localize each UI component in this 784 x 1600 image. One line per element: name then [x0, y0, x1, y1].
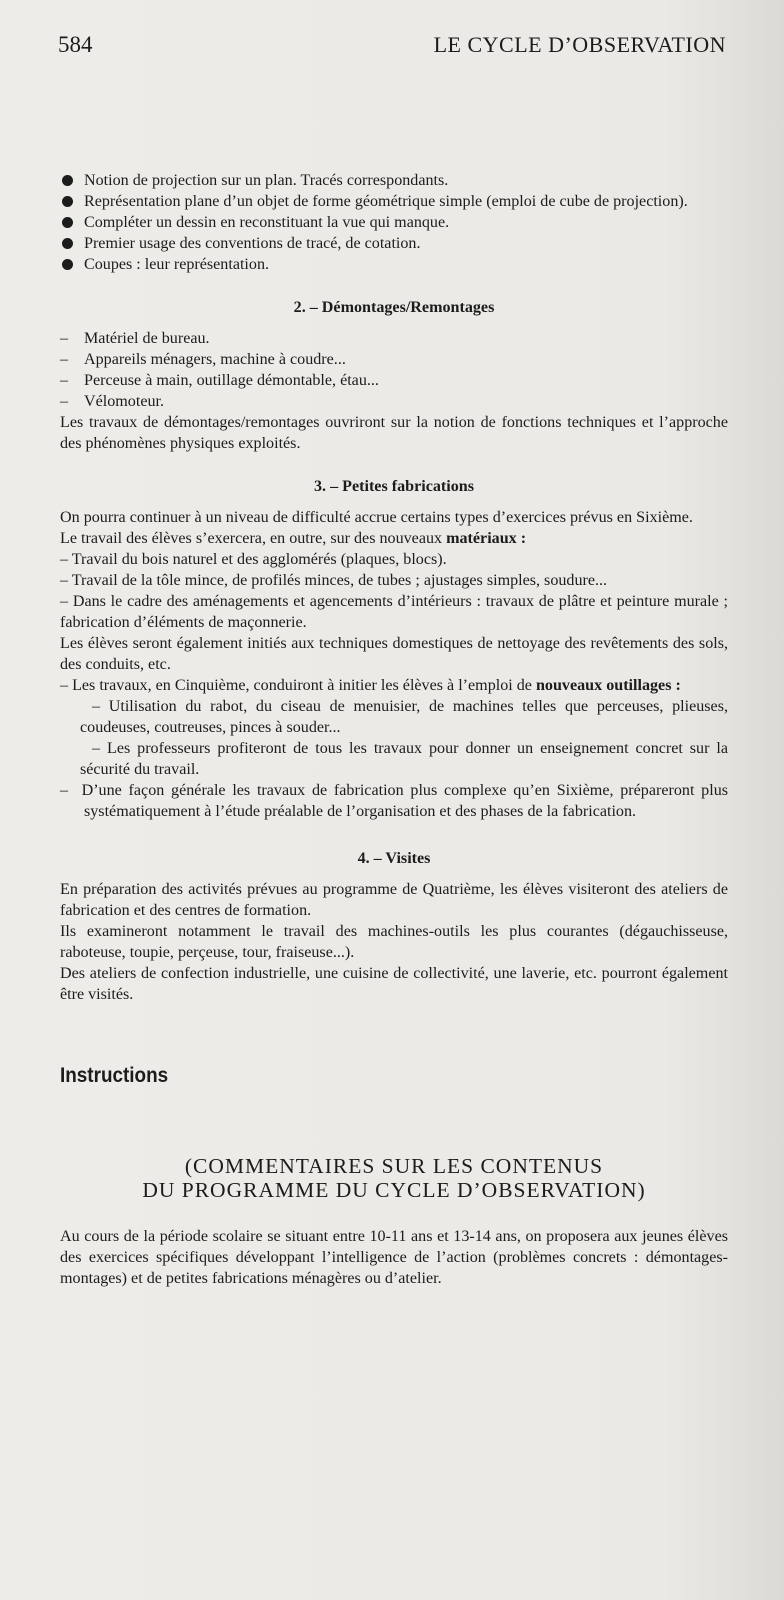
bullet-icon [62, 175, 73, 186]
content [60, 170, 728, 1289]
bullet-item: Représentation plane d’un objet de forme géométrique simple (emploi de cube de projection). [60, 191, 728, 212]
instructions-title: Instructions [60, 1064, 169, 1087]
list-item: – Dans le cadre des aménagements et agencements d’intérieurs : travaux de plâtre et peinture murale ; fabrication d’éléments de maçonnerie. [60, 593, 728, 631]
bullet-list [60, 170, 728, 275]
bullet-item: Premier usage des conventions de tracé, de cotation. [60, 233, 728, 254]
paragraph: Des ateliers de confection industrielle, une cuisine de collectivité, une laverie, etc. pourront également être visités. [60, 965, 728, 1003]
paragraph: Ils examineront notamment le travail des machines-outils les plus courantes (dégauchisseuse, raboteuse, toupie, perçeuse, tour, fraiseuse...). [60, 923, 728, 961]
section-heading-demontages: 2. – Démontages/Remontages [293, 299, 495, 316]
sub-list-item: – Utilisation du rabot, du ciseau de menuisier, de machines telles que perceuses, plieuses, coudeuses, coutreuses, pinces à souder... [80, 698, 728, 736]
running-title: LE CYCLE D’OBSERVATION [433, 32, 726, 57]
sub-list-item: – Les professeurs profiteront de tous les travaux pour donner un enseignement concret sur la sécurité du travail. [80, 740, 728, 778]
page-number: 584 [58, 32, 93, 57]
list-item: – Travail du bois naturel et des agglomérés (plaques, blocs). [60, 551, 447, 568]
list-item: – Matériel de bureau. [60, 330, 210, 347]
list-item: – Perceuse à main, outillage démontable, étau... [60, 372, 379, 389]
section-heading-fabrications: 3. – Petites fabrications [313, 478, 474, 495]
bullet-icon [62, 238, 73, 249]
page-header [58, 32, 726, 62]
bullet-item: Coupes : leur représentation. [60, 254, 728, 275]
paragraph: En préparation des activités prévues au programme de Quatrième, les élèves visiteront des ateliers de fabrication et des centres de formation. [60, 881, 728, 919]
bullet-item: Notion de projection sur un plan. Tracés correspondants. [60, 170, 728, 191]
list-item: – Appareils ménagers, machine à coudre... [60, 351, 346, 368]
bullet-icon [62, 196, 73, 207]
list-item: – Travail de la tôle mince, de profilés minces, de tubes ; ajustages simples, soudure... [60, 572, 608, 589]
bullet-icon [62, 217, 73, 228]
bullet-icon [62, 259, 73, 270]
list-item: – Les travaux, en Cinquième, conduiront à initier les élèves à l’emploi de nouveaux outillages : [60, 677, 681, 694]
paragraph: Au cours de la période scolaire se situant entre 10-11 ans et 13-14 ans, on proposera aux jeunes élèves des exercices spécifiques développant l’intelligence de l’action (problèmes concrets : démontages-montages) et de petites fabrications ménagères ou d’atelier. [60, 1228, 728, 1287]
commentaires-title: (COMMENTAIRES SUR LES CONTENUS DU PROGRAMME DU CYCLE D’OBSERVATION) [142, 1154, 646, 1202]
paragraph: Le travail des élèves s’exercera, en outre, sur des nouveaux matériaux : [60, 530, 527, 547]
paragraph: Les travaux de démontages/remontages ouvriront sur la notion de fonctions techniques et l’approche des phénomènes physiques exploités. [60, 414, 728, 452]
section-heading-visites: 4. – Visites [357, 850, 431, 867]
bullet-item: Compléter un dessin en reconstituant la vue qui manque. [60, 212, 728, 233]
list-item: – Vélomoteur. [60, 393, 165, 410]
list-item: – D’une façon générale les travaux de fabrication plus complexe qu’en Sixième, prépareront plus systématiquement à l’étude préalable de l’organisation et des phases de la fabrication. [60, 782, 729, 820]
paragraph: On pourra continuer à un niveau de difficulté accrue certains types d’exercices prévus en Sixième. [60, 509, 693, 526]
paragraph: Les élèves seront également initiés aux techniques domestiques de nettoyage des revêtements des sols, des conduits, etc. [60, 635, 728, 673]
